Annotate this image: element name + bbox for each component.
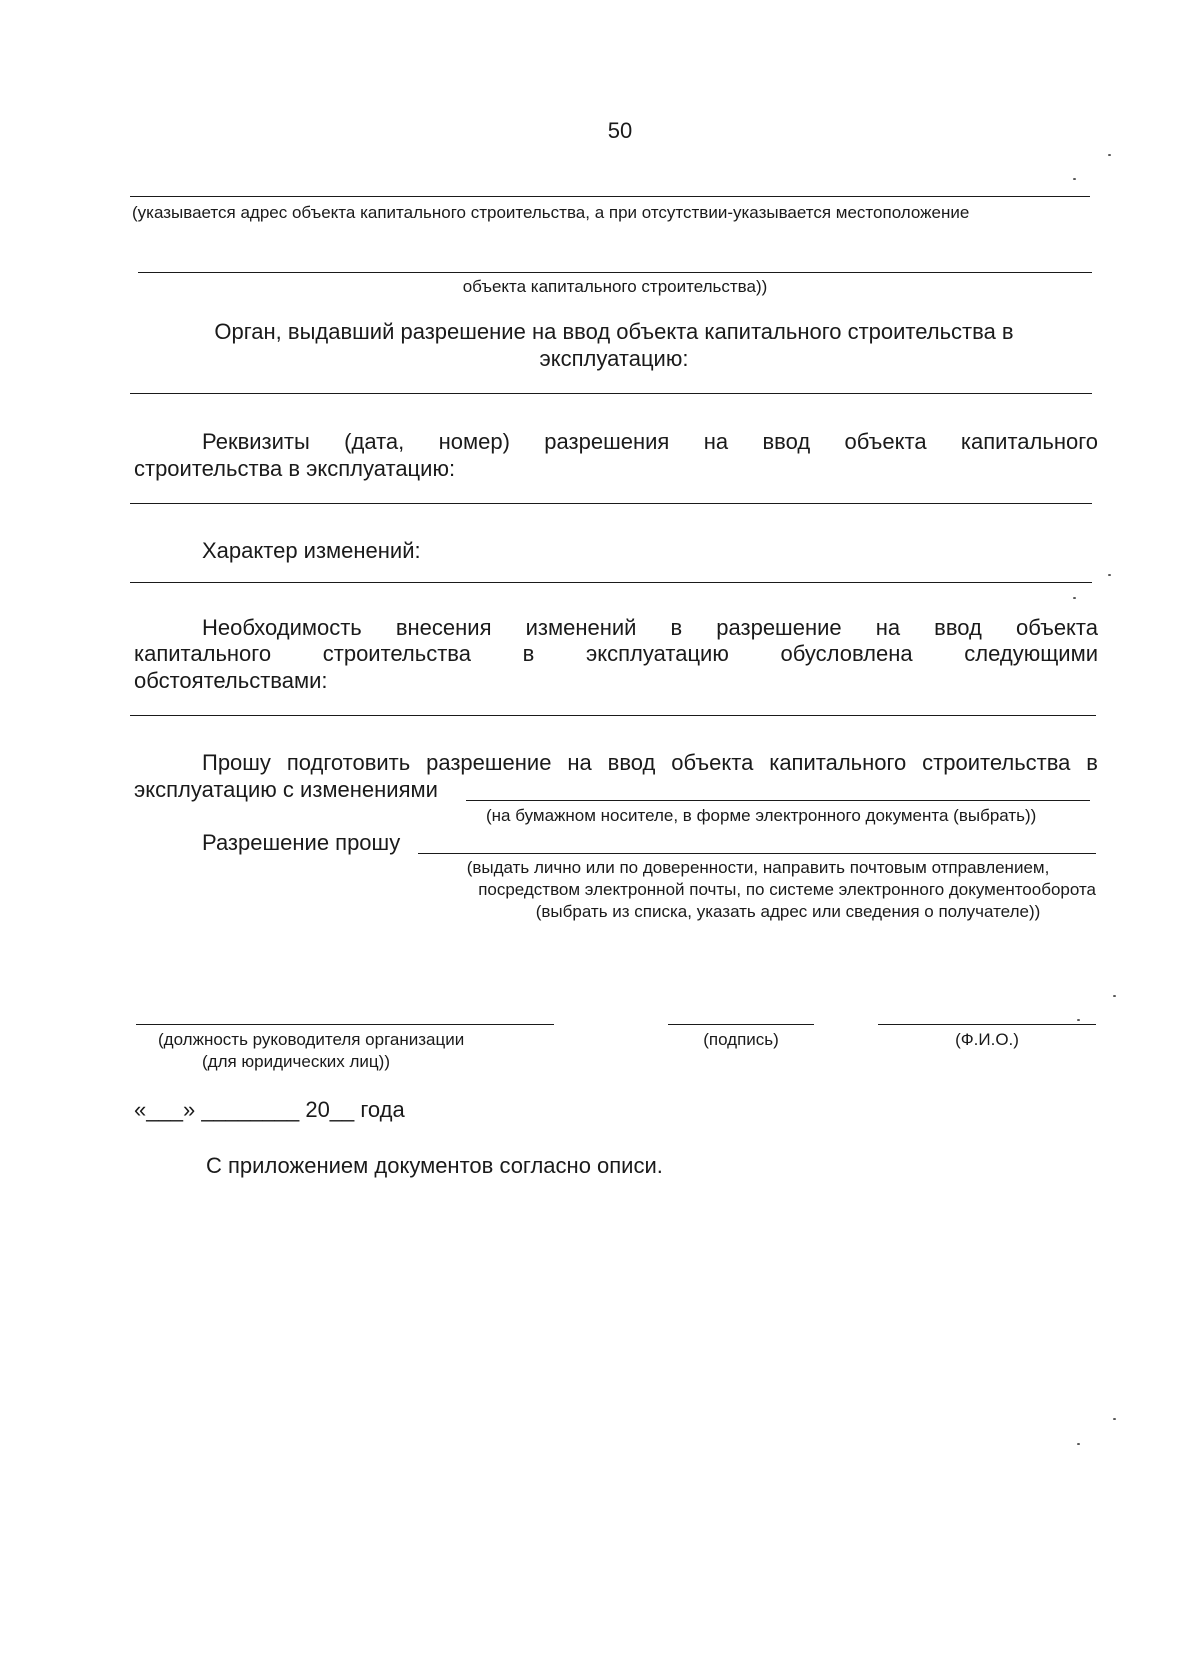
changes-nature-fill-line[interactable] [130, 582, 1092, 583]
necessity-line2: капитального строительства в эксплуатацию обусловлена следующими [134, 641, 1098, 666]
issuing-body-heading [130, 318, 1098, 372]
scan-speck [1108, 154, 1111, 156]
position-note-line2: (для юридических лиц)) [202, 1052, 390, 1071]
signature-fill-line[interactable] [668, 1024, 814, 1025]
permit-delivery-note-line1: (выдать лично или по доверенности, направить почтовым отправлением, [466, 858, 1050, 877]
request-prepare-line1: Прошу подготовить разрешение на ввод объекта капитального строительства в [202, 750, 1098, 775]
date-month-field[interactable]: ________ [201, 1097, 300, 1122]
full-name-note: (Ф.И.О.) [955, 1030, 1019, 1049]
address-fill-line-2[interactable] [138, 272, 1092, 273]
date-line [134, 1096, 405, 1123]
position-note [158, 1029, 558, 1073]
scan-speck [1077, 1019, 1080, 1021]
request-format-fill-line[interactable] [466, 800, 1090, 801]
date-year-field[interactable]: 20__ года [305, 1097, 405, 1122]
requisites-line2: строительства в эксплуатацию: [134, 456, 456, 481]
necessity-fill-line[interactable] [130, 715, 1096, 716]
permit-delivery-note-line3: (выбрать из списка, указать адрес или сведения о получателе)) [535, 902, 1041, 921]
scan-speck [1073, 178, 1076, 180]
requisites-line1: Реквизиты (дата, номер) разрешения на ввод объекта капитального [202, 429, 1098, 454]
scan-speck [1073, 597, 1076, 599]
requisites-fill-line[interactable] [130, 503, 1092, 504]
request-prepare-line2: эксплуатацию с изменениями [134, 777, 438, 802]
scan-speck [1113, 1418, 1116, 1420]
address-fill-line[interactable] [130, 196, 1090, 197]
date-day-field[interactable]: «___» [134, 1097, 196, 1122]
issuing-body-line2: эксплуатацию: [539, 346, 689, 371]
scan-speck [1113, 995, 1116, 997]
address-note-line1: (указывается адрес объекта капитального строительства, а при отсутствии-указывается местоположение [132, 203, 970, 222]
position-note-line1: (должность руководителя организации [158, 1030, 465, 1049]
permit-delivery-note-line2: посредством электронной почты, по системе электронного документооборота [478, 880, 1096, 899]
attachment-note: С приложением документов согласно описи. [206, 1153, 663, 1178]
address-note-line2: объекта капитального строительства)) [462, 277, 768, 296]
page-number: 50 [607, 118, 633, 143]
permit-delivery-label: Разрешение прошу [202, 830, 401, 855]
request-format-note: (на бумажном носителе, в форме электронного документа (выбрать)) [486, 806, 1037, 825]
scan-speck [1077, 1443, 1080, 1445]
signature-note: (подпись) [703, 1030, 779, 1049]
full-name-fill-line[interactable] [878, 1024, 1096, 1025]
permit-delivery-fill-line[interactable] [418, 853, 1096, 854]
scan-speck [1108, 574, 1111, 576]
necessity-line1: Необходимость внесения изменений в разрешение на ввод объекта [202, 615, 1098, 640]
issuing-body-fill-line[interactable] [130, 393, 1092, 394]
position-fill-line[interactable] [136, 1024, 554, 1025]
changes-nature-label: Характер изменений: [202, 538, 421, 563]
issuing-body-line1: Орган, выдавший разрешение на ввод объекта капитального строительства в [214, 319, 1014, 344]
permit-delivery-note [380, 857, 1096, 923]
necessity-line3: обстоятельствами: [134, 668, 328, 693]
